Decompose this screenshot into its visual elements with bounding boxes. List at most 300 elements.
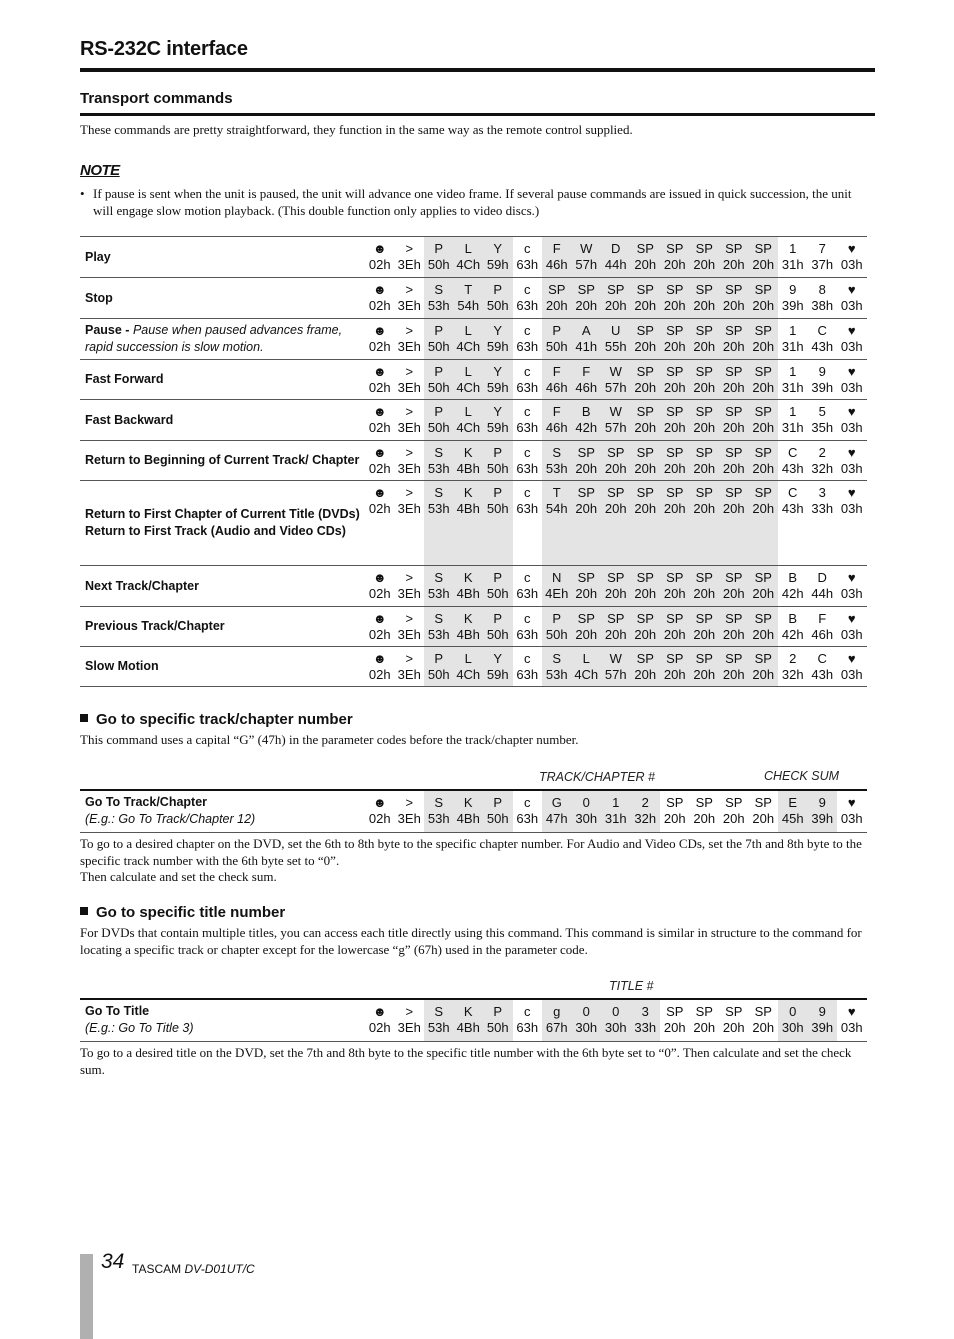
byte-hex: 43h — [781, 501, 804, 516]
command-name: Previous Track/Chapter — [85, 619, 225, 633]
byte-cell — [631, 647, 661, 687]
byte-char: > — [405, 795, 414, 810]
byte-char: SP — [577, 282, 595, 297]
byte-hex: 20h — [752, 811, 775, 826]
command-label — [80, 481, 365, 566]
byte-char: SP — [754, 282, 772, 297]
transport-rule — [80, 113, 875, 116]
byte-char: S — [434, 282, 444, 297]
byte-hex: 53h — [427, 461, 450, 476]
byte-hex: 63h — [516, 586, 539, 601]
byte-char: SP — [607, 445, 625, 460]
byte-cell — [542, 237, 572, 278]
byte-cell — [513, 481, 543, 566]
byte-hex: 4Bh — [456, 1020, 480, 1035]
byte-char: 5 — [818, 404, 826, 419]
model-name: DV-D01UT/C — [184, 1262, 255, 1276]
byte-char: ♥ — [847, 364, 856, 379]
byte-char: 0 — [582, 1004, 590, 1019]
byte-hex: 20h — [634, 420, 657, 435]
byte-cell — [749, 237, 779, 278]
byte-char: SP — [636, 404, 654, 419]
byte-char: SP — [607, 570, 625, 585]
byte-hex: 20h — [575, 298, 598, 313]
byte-cell — [424, 566, 454, 607]
byte-hex: 20h — [722, 380, 745, 395]
byte-cell — [660, 360, 690, 400]
byte-hex: 20h — [722, 1020, 745, 1035]
byte-hex: 20h — [663, 380, 686, 395]
byte-hex: 30h — [575, 1020, 598, 1035]
byte-hex: 50h — [486, 1020, 509, 1035]
byte-hex: 47h — [545, 811, 568, 826]
command-name: Stop — [85, 290, 113, 305]
byte-cell — [719, 790, 749, 832]
byte-cell — [631, 481, 661, 566]
byte-cell — [483, 400, 513, 441]
byte-char: F — [552, 364, 561, 379]
byte-char: D — [817, 570, 827, 585]
byte-char: SP — [725, 241, 743, 256]
byte-hex: 20h — [693, 257, 716, 272]
byte-cell — [660, 278, 690, 319]
byte-hex: 39h — [811, 380, 834, 395]
byte-char: 1 — [789, 364, 797, 379]
byte-hex: 20h — [663, 627, 686, 642]
byte-char: ♥ — [847, 611, 856, 626]
byte-hex: 53h — [427, 501, 450, 516]
byte-char: > — [405, 611, 414, 626]
byte-char: S — [434, 445, 444, 460]
byte-char: F — [552, 241, 561, 256]
command-label — [80, 790, 365, 832]
byte-char: SP — [725, 364, 743, 379]
byte-char: W — [580, 241, 593, 256]
byte-hex: 03h — [840, 667, 863, 682]
byte-char: D — [611, 241, 621, 256]
byte-hex: 63h — [516, 298, 539, 313]
byte-char: SP — [695, 241, 713, 256]
byte-char: F — [582, 364, 591, 379]
byte-char: 0 — [612, 1004, 620, 1019]
byte-cell — [749, 319, 779, 360]
byte-hex: 20h — [663, 1020, 686, 1035]
byte-hex: 42h — [781, 627, 804, 642]
byte-hex: 03h — [840, 461, 863, 476]
byte-char: 9 — [789, 282, 797, 297]
byte-hex: 03h — [840, 501, 863, 516]
byte-hex: 02h — [368, 339, 391, 354]
byte-char: SP — [725, 485, 743, 500]
goto-title-heading-text: Go to specific title number — [96, 904, 286, 921]
byte-char: 3 — [818, 485, 826, 500]
byte-char: C — [817, 651, 827, 666]
byte-hex: 20h — [752, 501, 775, 516]
byte-char: 7 — [818, 241, 826, 256]
footer-brand — [132, 1262, 255, 1276]
byte-char: P — [552, 611, 562, 626]
byte-hex: 53h — [427, 627, 450, 642]
byte-hex: 32h — [811, 461, 834, 476]
byte-cell — [778, 441, 808, 481]
byte-cell — [365, 566, 395, 607]
byte-hex: 20h — [545, 298, 568, 313]
byte-char: SP — [695, 282, 713, 297]
byte-cell — [542, 647, 572, 687]
byte-cell — [454, 481, 484, 566]
byte-hex: 4Ch — [456, 420, 481, 435]
byte-hex: 20h — [663, 501, 686, 516]
byte-hex: 20h — [693, 667, 716, 682]
byte-hex: 63h — [516, 257, 539, 272]
byte-char: SP — [754, 1004, 772, 1019]
byte-cell — [719, 481, 749, 566]
byte-hex: 50h — [486, 586, 509, 601]
command-label — [80, 647, 365, 687]
byte-char: SP — [607, 282, 625, 297]
byte-char: SP — [695, 404, 713, 419]
byte-char: SP — [636, 570, 654, 585]
byte-cell — [513, 999, 543, 1041]
byte-char: L — [464, 651, 472, 666]
byte-char: SP — [725, 795, 743, 810]
byte-hex: 44h — [811, 586, 834, 601]
byte-char: c — [524, 485, 531, 500]
byte-char: K — [463, 1004, 473, 1019]
byte-cell — [454, 400, 484, 441]
byte-hex: 4Ch — [456, 257, 481, 272]
byte-hex: 53h — [545, 461, 568, 476]
transport-commands-table — [80, 236, 867, 687]
byte-cell — [365, 400, 395, 441]
byte-char: 1 — [789, 241, 797, 256]
byte-char: ☻ — [372, 364, 387, 379]
byte-hex: 4Ch — [456, 339, 481, 354]
byte-cell — [542, 790, 572, 832]
command-row — [80, 400, 867, 441]
byte-char: > — [405, 485, 414, 500]
byte-hex: 63h — [516, 339, 539, 354]
command-name: Pause - — [85, 323, 133, 337]
byte-hex: 3Eh — [397, 667, 421, 682]
byte-hex: 33h — [811, 501, 834, 516]
byte-cell — [454, 647, 484, 687]
byte-hex: 20h — [752, 339, 775, 354]
byte-char: c — [524, 570, 531, 585]
byte-hex: 59h — [486, 420, 509, 435]
byte-char: SP — [725, 404, 743, 419]
byte-cell — [749, 566, 779, 607]
byte-char: c — [524, 282, 531, 297]
byte-hex: 50h — [486, 627, 509, 642]
byte-hex: 20h — [693, 586, 716, 601]
byte-char: c — [524, 445, 531, 460]
byte-char: U — [611, 323, 621, 338]
byte-char: P — [434, 364, 444, 379]
command-description: (E.g.: Go To Track/Chapter 12) — [85, 812, 256, 827]
byte-char: 0 — [582, 795, 590, 810]
byte-cell — [837, 999, 867, 1041]
byte-char: N — [552, 570, 562, 585]
byte-cell — [572, 360, 602, 400]
byte-hex: 3Eh — [397, 257, 421, 272]
goto-track-heading-text: Go to specific track/chapter number — [96, 711, 353, 728]
byte-char: SP — [725, 1004, 743, 1019]
byte-cell — [690, 278, 720, 319]
byte-char: L — [464, 364, 472, 379]
command-label — [80, 360, 365, 400]
byte-char: SP — [695, 323, 713, 338]
byte-hex: 20h — [575, 461, 598, 476]
byte-hex: 33h — [634, 1020, 657, 1035]
byte-cell — [395, 607, 425, 647]
byte-cell — [719, 566, 749, 607]
byte-cell — [454, 278, 484, 319]
byte-hex: 30h — [575, 811, 598, 826]
byte-char: T — [552, 485, 561, 500]
byte-cell — [601, 607, 631, 647]
byte-cell — [395, 278, 425, 319]
byte-hex: 20h — [663, 420, 686, 435]
byte-hex: 53h — [427, 586, 450, 601]
byte-hex: 63h — [516, 501, 539, 516]
goto-track-table — [80, 789, 867, 833]
byte-hex: 3Eh — [397, 627, 421, 642]
byte-char: P — [493, 795, 503, 810]
byte-char: F — [818, 611, 827, 626]
byte-hex: 20h — [722, 461, 745, 476]
byte-cell — [631, 400, 661, 441]
byte-char: SP — [666, 651, 684, 666]
byte-char: SP — [636, 364, 654, 379]
byte-hex: 20h — [663, 257, 686, 272]
byte-hex: 45h — [781, 811, 804, 826]
byte-cell — [690, 441, 720, 481]
byte-char: P — [493, 611, 503, 626]
byte-char: ♥ — [847, 323, 856, 338]
command-label — [80, 237, 365, 278]
byte-hex: 20h — [663, 811, 686, 826]
byte-cell — [660, 319, 690, 360]
byte-cell — [483, 790, 513, 832]
byte-char: S — [434, 1004, 444, 1019]
byte-char: B — [788, 611, 798, 626]
byte-cell — [601, 647, 631, 687]
byte-char: SP — [636, 611, 654, 626]
byte-hex: 20h — [752, 627, 775, 642]
byte-cell — [395, 319, 425, 360]
byte-cell — [395, 237, 425, 278]
byte-char: SP — [577, 611, 595, 626]
byte-char: SP — [725, 611, 743, 626]
byte-char: B — [581, 404, 591, 419]
command-row — [80, 360, 867, 400]
byte-cell — [454, 790, 484, 832]
square-bullet-icon — [80, 714, 88, 722]
checksum-header: CHECK SUM — [764, 769, 840, 783]
command-name: Fast Forward — [85, 372, 164, 386]
byte-char: 1 — [789, 323, 797, 338]
byte-char: SP — [636, 485, 654, 500]
byte-hex: 20h — [722, 811, 745, 826]
byte-cell — [808, 400, 838, 441]
command-row — [80, 319, 867, 360]
byte-cell — [572, 566, 602, 607]
byte-cell — [395, 999, 425, 1041]
byte-char: P — [434, 323, 444, 338]
byte-cell — [572, 999, 602, 1041]
byte-cell — [601, 999, 631, 1041]
command-name: Next Track/Chapter — [85, 578, 199, 593]
byte-cell — [749, 790, 779, 832]
byte-hex: 50h — [486, 501, 509, 516]
byte-hex: 50h — [545, 627, 568, 642]
byte-hex: 46h — [811, 627, 834, 642]
byte-cell — [837, 566, 867, 607]
byte-char: S — [434, 795, 444, 810]
byte-char: P — [493, 570, 503, 585]
byte-char: S — [552, 651, 562, 666]
byte-cell — [365, 237, 395, 278]
command-row — [80, 566, 867, 607]
byte-cell — [660, 441, 690, 481]
goto-track-intro: This command uses a capital “G” (47h) in the parameter codes before the track/chapter number. — [80, 732, 579, 747]
byte-hex: 03h — [840, 380, 863, 395]
byte-char: ☻ — [372, 241, 387, 256]
goto-title-para1: To go to a desired title on the DVD, set the 7th and 8th byte to the specific title number with the 6th byte set to “0”. Then calculate and set the check sum. — [80, 1045, 852, 1077]
byte-hex: 46h — [575, 380, 598, 395]
byte-char: SP — [666, 323, 684, 338]
command-label — [80, 566, 365, 607]
byte-cell — [778, 566, 808, 607]
byte-char: Y — [493, 323, 503, 338]
byte-char: SP — [666, 570, 684, 585]
byte-char: > — [405, 404, 414, 419]
byte-cell — [631, 790, 661, 832]
byte-cell — [631, 566, 661, 607]
command-row — [80, 790, 867, 832]
byte-hex: 03h — [840, 257, 863, 272]
command-row — [80, 647, 867, 687]
byte-cell — [837, 647, 867, 687]
byte-hex: 43h — [811, 339, 834, 354]
byte-char: ♥ — [847, 445, 856, 460]
byte-cell — [837, 481, 867, 566]
byte-hex: 50h — [427, 667, 450, 682]
byte-hex: 02h — [368, 461, 391, 476]
byte-hex: 20h — [722, 298, 745, 313]
byte-hex: 02h — [368, 501, 391, 516]
byte-char: SP — [725, 651, 743, 666]
byte-char: 2 — [789, 651, 797, 666]
byte-char: SP — [754, 795, 772, 810]
byte-char: ♥ — [847, 282, 856, 297]
byte-hex: 20h — [604, 627, 627, 642]
byte-cell — [808, 360, 838, 400]
byte-char: ♥ — [847, 1004, 856, 1019]
byte-hex: 20h — [752, 586, 775, 601]
byte-cell — [601, 237, 631, 278]
byte-char: SP — [695, 795, 713, 810]
byte-char: S — [434, 611, 444, 626]
byte-char: SP — [666, 445, 684, 460]
byte-char: Y — [493, 651, 503, 666]
byte-hex: 20h — [634, 461, 657, 476]
byte-char: 1 — [789, 404, 797, 419]
byte-cell — [631, 999, 661, 1041]
byte-char: F — [552, 404, 561, 419]
footer-bar — [80, 1254, 93, 1339]
byte-hex: 20h — [634, 380, 657, 395]
note-text: If pause is sent when the unit is paused, the unit will advance one video frame. If several pause commands are issued in quick succession, the unit will engage slow motion playback. (This double function only applies to video discs.) — [93, 186, 852, 218]
byte-cell — [483, 481, 513, 566]
byte-hex: 3Eh — [397, 339, 421, 354]
byte-cell — [808, 647, 838, 687]
byte-hex: 54h — [545, 501, 568, 516]
byte-char: ♥ — [847, 651, 856, 666]
byte-cell — [454, 360, 484, 400]
byte-cell — [424, 790, 454, 832]
byte-char: SP — [754, 611, 772, 626]
byte-cell — [719, 607, 749, 647]
byte-char: SP — [754, 651, 772, 666]
byte-hex: 50h — [486, 811, 509, 826]
byte-cell — [572, 441, 602, 481]
byte-hex: 4Bh — [456, 501, 480, 516]
byte-hex: 20h — [663, 586, 686, 601]
goto-track-para2: Then calculate and set the check sum. — [80, 869, 277, 884]
byte-hex: 50h — [486, 461, 509, 476]
byte-hex: 3Eh — [397, 420, 421, 435]
byte-cell — [365, 278, 395, 319]
byte-cell — [631, 607, 661, 647]
byte-hex: 41h — [575, 339, 598, 354]
byte-hex: 20h — [693, 461, 716, 476]
byte-hex: 20h — [634, 586, 657, 601]
byte-char: 9 — [818, 1004, 826, 1019]
byte-cell — [513, 647, 543, 687]
byte-cell — [424, 481, 454, 566]
byte-hex: 20h — [604, 586, 627, 601]
byte-cell — [513, 319, 543, 360]
byte-hex: 50h — [427, 257, 450, 272]
byte-char: c — [524, 364, 531, 379]
byte-char: > — [405, 364, 414, 379]
byte-hex: 20h — [693, 380, 716, 395]
byte-char: K — [463, 795, 473, 810]
byte-hex: 20h — [575, 586, 598, 601]
byte-hex: 59h — [486, 257, 509, 272]
command-row — [80, 278, 867, 319]
byte-cell — [719, 319, 749, 360]
byte-hex: 20h — [722, 420, 745, 435]
byte-hex: 20h — [575, 627, 598, 642]
byte-char: A — [581, 323, 591, 338]
byte-char: ♥ — [847, 241, 856, 256]
byte-char: SP — [607, 611, 625, 626]
byte-hex: 4Bh — [456, 461, 480, 476]
byte-char: SP — [666, 1004, 684, 1019]
byte-hex: 3Eh — [397, 1020, 421, 1035]
byte-hex: 63h — [516, 380, 539, 395]
byte-hex: 4Bh — [456, 586, 480, 601]
byte-hex: 20h — [693, 627, 716, 642]
byte-cell — [631, 237, 661, 278]
byte-cell — [808, 566, 838, 607]
byte-cell — [483, 647, 513, 687]
command-name: Go To Title — [85, 1004, 150, 1019]
byte-cell — [542, 441, 572, 481]
